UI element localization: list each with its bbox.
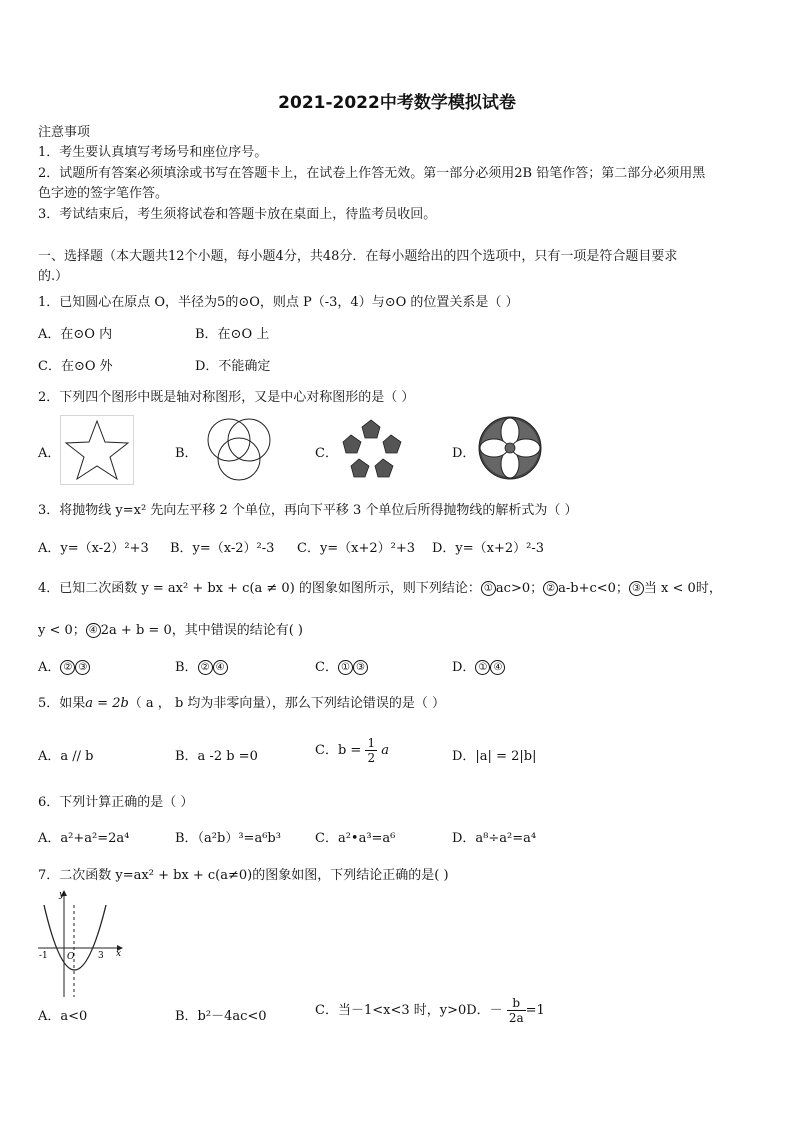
q1-option-c: C．在⊙O 外 [38, 359, 113, 374]
notes-item-2-cont: 色字迹的签字笔作答。 [38, 186, 169, 201]
page-title: 2021-2022中考数学模拟试卷 [278, 93, 516, 113]
q4-marker-4: ④ [86, 623, 101, 638]
four-leaf-circle-figure [476, 414, 544, 482]
q1-option-b: B．在⊙O 上 [195, 327, 270, 342]
notes-item-3: 3．考试结束后，考生须将试卷和答题卡放在桌面上，待监考员收回。 [38, 207, 437, 222]
notes-item-1: 1．考生要认真填写考场号和座位序号。 [38, 145, 268, 160]
q7-axis-y-label: y [59, 890, 65, 900]
q7-origin-label: O [67, 952, 75, 962]
star-figure [60, 415, 134, 485]
q4-conclusion-3-cont: y < 0； [38, 623, 86, 638]
q7-stem: 7．二次函数 y=ax² + bx + c(a≠0)的图象如图，下列结论正确的是( ) [38, 868, 449, 883]
section-heading-cont: 的.） [38, 269, 69, 284]
q1-stem: 1．已知圆心在原点 O，半径为5的⊙O，则点 P（-3，4）与⊙O 的位置关系是（ ） [38, 295, 519, 310]
q4-conclusion-3: 当 x < 0时， [643, 581, 722, 596]
section-heading: 一、选择题（本大题共12个小题，每小题4分，共48分．在每小题给出的四个选项中，只有一项是符合题目要求 [38, 249, 678, 264]
notes-heading: 注意事项 [38, 125, 91, 140]
q4-conclusion-1: ac>0； [495, 581, 544, 596]
q7-axis-x-label: x [116, 949, 122, 959]
q4-stem-intro: 4．已知二次函数 y = ax² + bx + c(a ≠ 0) 的图象如图所示，则下列结论： [38, 581, 481, 596]
pentagons-figure [338, 418, 404, 482]
q7-tick-three: 3 [98, 951, 104, 961]
q5-option-b: B．a -2 b =0 [175, 749, 258, 764]
q2-label-c: C． [315, 446, 338, 461]
q5-vector-equation: a = 2b [85, 696, 129, 711]
q7-parabola-graph [34, 885, 126, 1005]
q6-stem: 6．下列计算正确的是（ ） [38, 795, 194, 810]
notes-item-2: 2．试题所有答案必须填涂或书写在答题卡上，在试卷上作答无效。第一部分必须用2B 铅笔作答；第二部分必须用黑 [38, 166, 706, 181]
q3-option-a: A．y=（x-2）²+3 [38, 541, 149, 556]
q6-option-b: B．（a²b）³=a⁶b³ [175, 831, 281, 846]
q4-marker-1: ① [481, 581, 496, 596]
q2-label-a: A． [38, 446, 61, 461]
q4-option-c: C． ① ③ [315, 656, 368, 675]
q6-option-c: C．a²•a³=a⁶ [315, 831, 396, 846]
q4-marker-2: ② [543, 581, 558, 596]
q5-stem-rest: （ a ， b 均为非零向量），那么下列结论错误的是（ ） [128, 696, 446, 711]
q6-option-d: D．a⁸÷a²=a⁴ [452, 831, 537, 846]
q5-stem-intro: 5．如果 [38, 696, 86, 711]
q4-conclusion-4: 2a + b = 0，其中错误的结论有( ) [100, 623, 303, 638]
q4-marker-3: ③ [629, 581, 644, 596]
q2-label-d: D． [452, 446, 476, 461]
q7-option-c-d: C．当－1<x<3 时，y>0D．－ $\frac{b}{2a}$ =1 [315, 996, 545, 1025]
q1-option-a: A．在⊙O 内 [38, 327, 113, 342]
q2-stem: 2．下列四个图形中既是轴对称图形，又是中心对称图形的是（ ） [38, 390, 415, 405]
q5-stem [38, 692, 445, 711]
q3-option-b: B．y=（x-2）²-3 [170, 541, 275, 556]
q4-stem-line2 [38, 619, 303, 638]
q3-option-d: D．y=（x+2）²-3 [432, 541, 545, 556]
q5-option-d: D．|a| = 2|b| [452, 749, 537, 764]
q6-option-a: A．a²+a²=2a⁴ [38, 831, 130, 846]
q7-tick-minus-one: -1 [39, 951, 48, 961]
q2-label-b: B． [175, 446, 198, 461]
q7-option-a: A．a<0 [38, 1009, 88, 1024]
q4-option-a: A． ② ③ [38, 656, 90, 675]
q5-option-c: C．b = $\frac{1}{2}$ a [315, 736, 389, 765]
q1-option-d: D．不能确定 [195, 359, 271, 374]
q7-option-b: B．b²－4ac<0 [175, 1009, 267, 1024]
q5-option-a: A．a // b [38, 749, 94, 764]
three-circles-figure [200, 415, 278, 485]
q4-conclusion-2: a-b+c<0； [558, 581, 629, 596]
q3-option-c: C．y=（x+2）²+3 [297, 541, 416, 556]
q4-option-b: B． ② ④ [175, 656, 228, 675]
q3-stem: 3．将抛物线 y=x² 先向左平移 2 个单位，再向下平移 3 个单位后所得抛物线的解析式为（ ） [38, 503, 578, 518]
q4-option-d: D． ① ④ [452, 656, 505, 675]
q4-stem-line1 [38, 577, 722, 596]
